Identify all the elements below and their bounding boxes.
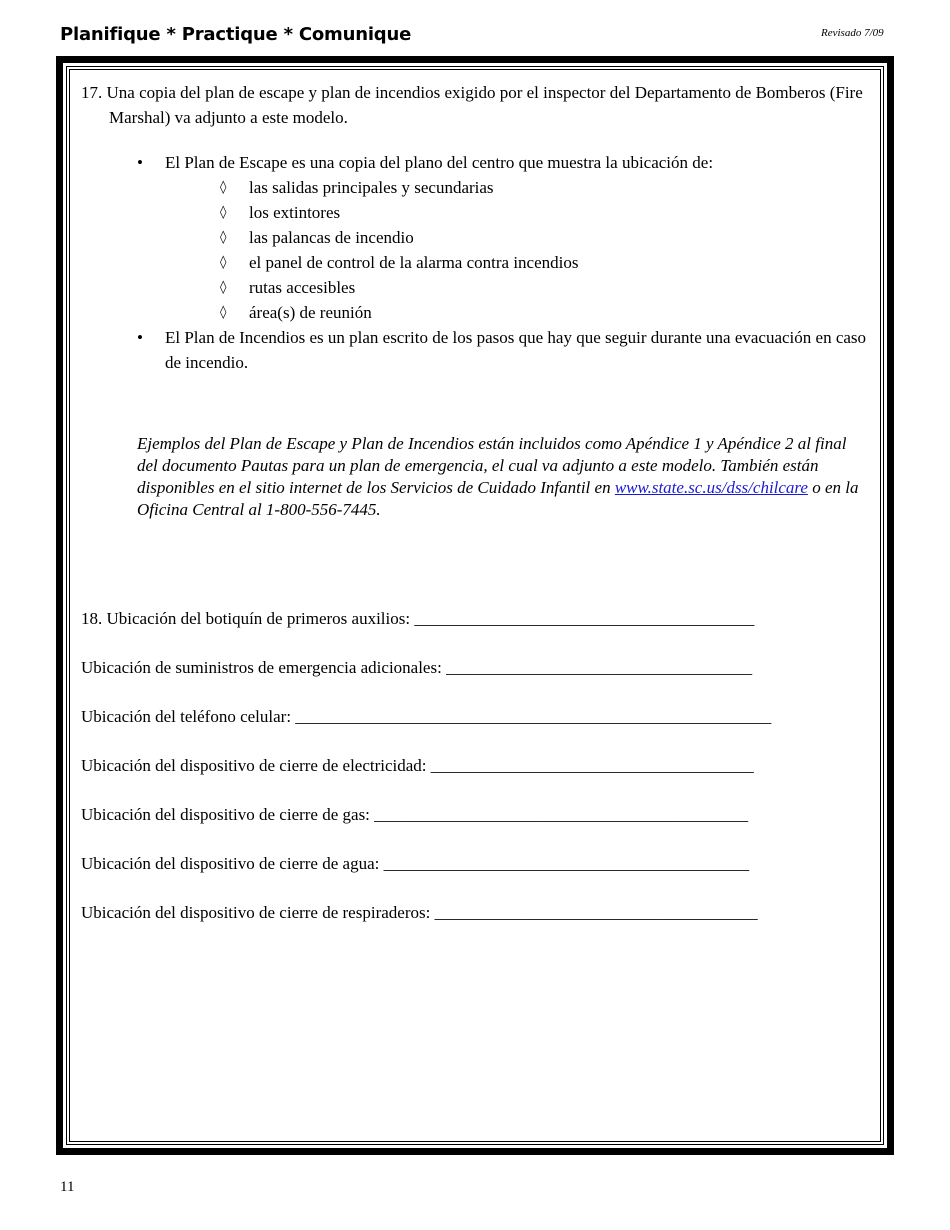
list-item: [165, 275, 871, 300]
location-text: los extintores: [249, 203, 341, 222]
note-end-text: o en la Oficina Central al 1-800-556-7445.: [137, 478, 859, 519]
location-fields: [81, 606, 771, 949]
childcare-website-link[interactable]: www.state.sc.us/dss/chilcare: [614, 478, 808, 497]
fire-plan-text: El Plan de Incendios es un plan escrito de los pasos que hay que seguir durante una evacuación en caso de incendio.: [165, 328, 867, 372]
plan-bullet-list: [81, 150, 871, 375]
cell-phone-location-field[interactable]: Ubicación del teléfono celular: ________________________________________________________: [81, 707, 772, 726]
page-header-title: Planifique * Practique * Comunique: [60, 24, 412, 45]
location-text: el panel de control de la alarma contra incendios: [249, 253, 579, 272]
item-17-section: [81, 80, 871, 521]
escape-plan-text: El Plan de Escape es una copia del plano del centro que muestra la ubicación de:: [165, 153, 714, 172]
list-item: [165, 225, 871, 250]
electricity-shutoff-location-field[interactable]: Ubicación del dispositivo de cierre de electricidad: ______________________________________: [81, 756, 754, 775]
location-text: las palancas de incendio: [249, 228, 414, 247]
diamond-icon: ◊: [220, 305, 227, 320]
emergency-supplies-location-field[interactable]: Ubicación de suministros de emergencia adicionales: ____________________________________: [81, 658, 753, 677]
water-shutoff-location-field[interactable]: Ubicación del dispositivo de cierre de agua: ___________________________________________: [81, 854, 750, 873]
location-text: área(s) de reunión: [249, 303, 372, 322]
diamond-icon: ◊: [220, 230, 227, 245]
diamond-icon: ◊: [220, 180, 227, 195]
note-text: Ejemplos del Plan de Escape y Plan de Incendios están incluidos como Apéndice 1 y Apéndice 2 al final del documento Pautas para un plan de emergencia, el cual va adjunto a este modelo. También están disponibles en el sitio internet de los Servicios de Cuidado Infantil en: [137, 434, 847, 497]
bullet-icon: •: [137, 153, 143, 172]
gas-shutoff-location-field[interactable]: Ubicación del dispositivo de cierre de gas: ____________________________________________: [81, 805, 749, 824]
item-17-text: 17. Una copia del plan de escape y plan de incendios exigido por el inspector del Departamento de Bomberos (Fire Marshal) va adjunto a este modelo.: [81, 83, 863, 127]
diamond-icon: ◊: [220, 205, 227, 220]
list-item: [165, 250, 871, 275]
diamond-icon: ◊: [220, 280, 227, 295]
list-item: [165, 200, 871, 225]
page-number: 11: [60, 1179, 75, 1195]
revision-date: Revisado 7/09: [821, 27, 884, 39]
vent-shutoff-location-field[interactable]: Ubicación del dispositivo de cierre de respiraderos: ______________________________________: [81, 903, 758, 922]
first-aid-kit-location-field[interactable]: 18. Ubicación del botiquín de primeros auxilios: ________________________________________: [81, 609, 755, 628]
list-item: [165, 300, 871, 325]
location-text: las salidas principales y secundarias: [249, 178, 494, 197]
escape-plan-bullet: [81, 150, 871, 325]
list-item: [165, 175, 871, 200]
location-text: rutas accesibles: [249, 278, 356, 297]
examples-note: [137, 433, 867, 521]
diamond-icon: ◊: [220, 255, 227, 270]
location-list: [165, 175, 871, 325]
bullet-icon: •: [137, 328, 143, 347]
fire-plan-bullet: [81, 325, 871, 375]
